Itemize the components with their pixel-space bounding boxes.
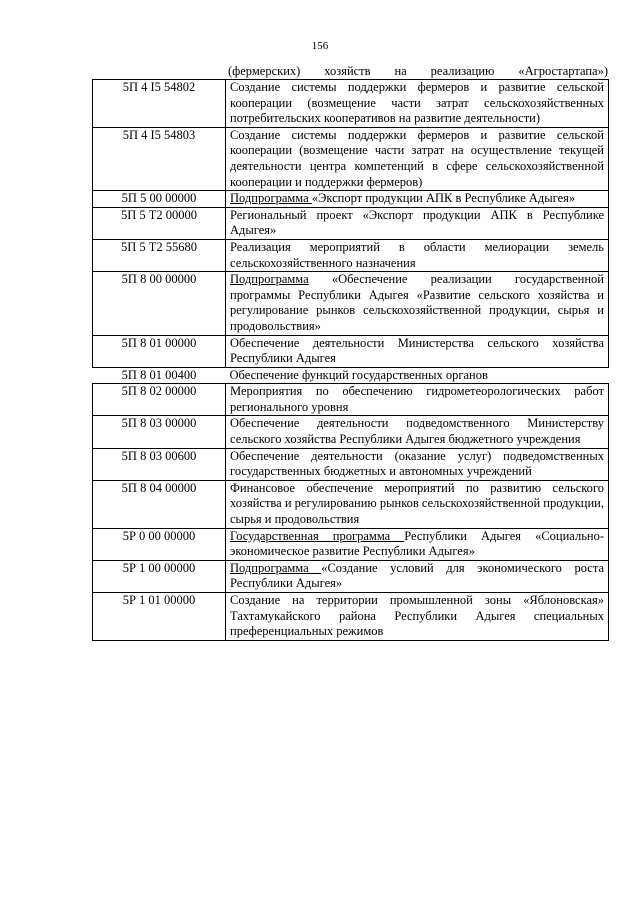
row-code: 5П 4 I5 54802: [93, 80, 226, 128]
row-code: 5П 5 00 00000: [93, 191, 226, 208]
description-text: «Экспорт продукции АПК в Республике Адыгея»: [311, 191, 576, 206]
row-description: [226, 593, 609, 641]
row-description: [226, 384, 609, 416]
description-text: Обеспечение деятельности подведомственного Министерству сельского хозяйства Республики Адыгея бюджетного учреждения: [230, 416, 604, 447]
row-code: 5П 5 T2 55680: [93, 239, 226, 271]
program-type-label: Подпрограмма: [230, 272, 309, 287]
description-text: Создание системы поддержки фермеров и развитие сельской кооперации (возмещение части затрат сельскохозяйственных потребительских кооперативов на развитие деятельности): [230, 80, 604, 126]
description-text: Создание на территории промышленной зоны «Яблоновская» Тахтамукайского района Республики Адыгея специальных преференциальных режимов: [230, 593, 604, 639]
row-description: [226, 480, 609, 528]
row-description: [226, 239, 609, 271]
row-description: [226, 207, 609, 239]
row-code: 5П 5 T2 00000: [93, 207, 226, 239]
row-description: [226, 528, 609, 560]
table-row: [93, 191, 609, 208]
row-description: [226, 560, 609, 592]
row-description: [226, 272, 609, 335]
table-row: [93, 416, 609, 448]
row-code: 5Р 1 00 00000: [93, 560, 226, 592]
description-text: Создание системы поддержки фермеров и развитие сельской кооперации (возмещение части затрат на осуществление текущей деятельности центра компетенций в сфере сельскохозяйственной кооперации и поддержки фермеров): [230, 127, 604, 189]
row-description: [226, 416, 609, 448]
row-description: [226, 335, 609, 367]
continued-description: (фермерских) хозяйств на реализацию «Агростартапа»): [228, 64, 608, 78]
row-description: [226, 448, 609, 480]
row-code: 5П 8 01 00000: [93, 335, 226, 367]
row-description: [226, 367, 609, 384]
description-text: Региональный проект «Экспорт продукции АПК в Республике Адыгея»: [230, 207, 604, 238]
row-code: 5П 8 01 00400: [93, 367, 226, 384]
table-row: [93, 207, 609, 239]
row-code: 5П 8 00 00000: [93, 272, 226, 335]
classification-table: [92, 79, 609, 641]
table-row: [93, 335, 609, 367]
row-code: 5П 8 04 00000: [93, 480, 226, 528]
row-code: 5Р 1 01 00000: [93, 593, 226, 641]
table-row: [93, 528, 609, 560]
table-row: [93, 560, 609, 592]
program-type-label: Государственная программа: [230, 528, 405, 543]
table-row: [93, 80, 609, 128]
description-text: «Обеспечение реализации государственной программы Республики Адыгея «Развитие сельского хозяйства и регулирование рынков сельскохозяйственной продукции, сырья и продовольствия»: [230, 272, 604, 333]
table-body: [93, 80, 609, 641]
description-text: «Создание условий для экономического роста Республики Адыгея»: [230, 560, 604, 591]
description-text: Мероприятия по обеспечению гидрометеорологических работ регионального уровня: [230, 384, 604, 414]
program-type-label: Подпрограмма: [230, 560, 322, 575]
row-code: 5П 8 02 00000: [93, 384, 226, 416]
description-text: Финансовое обеспечение мероприятий по развитию сельского хозяйства и регулированию рынков сельскохозяйственной продукции, сырья и продовольствия: [230, 480, 604, 527]
row-code: 5П 4 I5 54803: [93, 127, 226, 190]
table-row: [93, 384, 609, 416]
row-description: [226, 191, 609, 208]
page-number: 156: [311, 40, 329, 52]
description-text: Обеспечение деятельности Министерства сельского хозяйства Республики Адыгея: [230, 335, 604, 366]
row-description: [226, 80, 609, 128]
description-text: Реализация мероприятий в области мелиорации земель сельскохозяйственного назначения: [230, 239, 604, 270]
row-code: 5П 8 03 00000: [93, 416, 226, 448]
description-text: Республики Адыгея «Социально-экономическое развитие Республики Адыгея»: [230, 528, 605, 559]
table-row: [93, 367, 609, 384]
row-code: 5Р 0 00 00000: [93, 528, 226, 560]
description-text: Обеспечение деятельности (оказание услуг) подведомственных государственных бюджетных и автономных учреждений: [230, 448, 604, 479]
table-row: [93, 448, 609, 480]
table-row: [93, 127, 609, 190]
program-type-label: Подпрограмма: [230, 191, 312, 206]
table-row: [93, 593, 609, 641]
table-row: [93, 272, 609, 335]
row-code: 5П 8 03 00600: [93, 448, 226, 480]
description-text: Обеспечение функций государственных органов: [229, 367, 488, 382]
table-row: [93, 239, 609, 271]
row-description: [226, 127, 609, 190]
table-row: [93, 480, 609, 528]
